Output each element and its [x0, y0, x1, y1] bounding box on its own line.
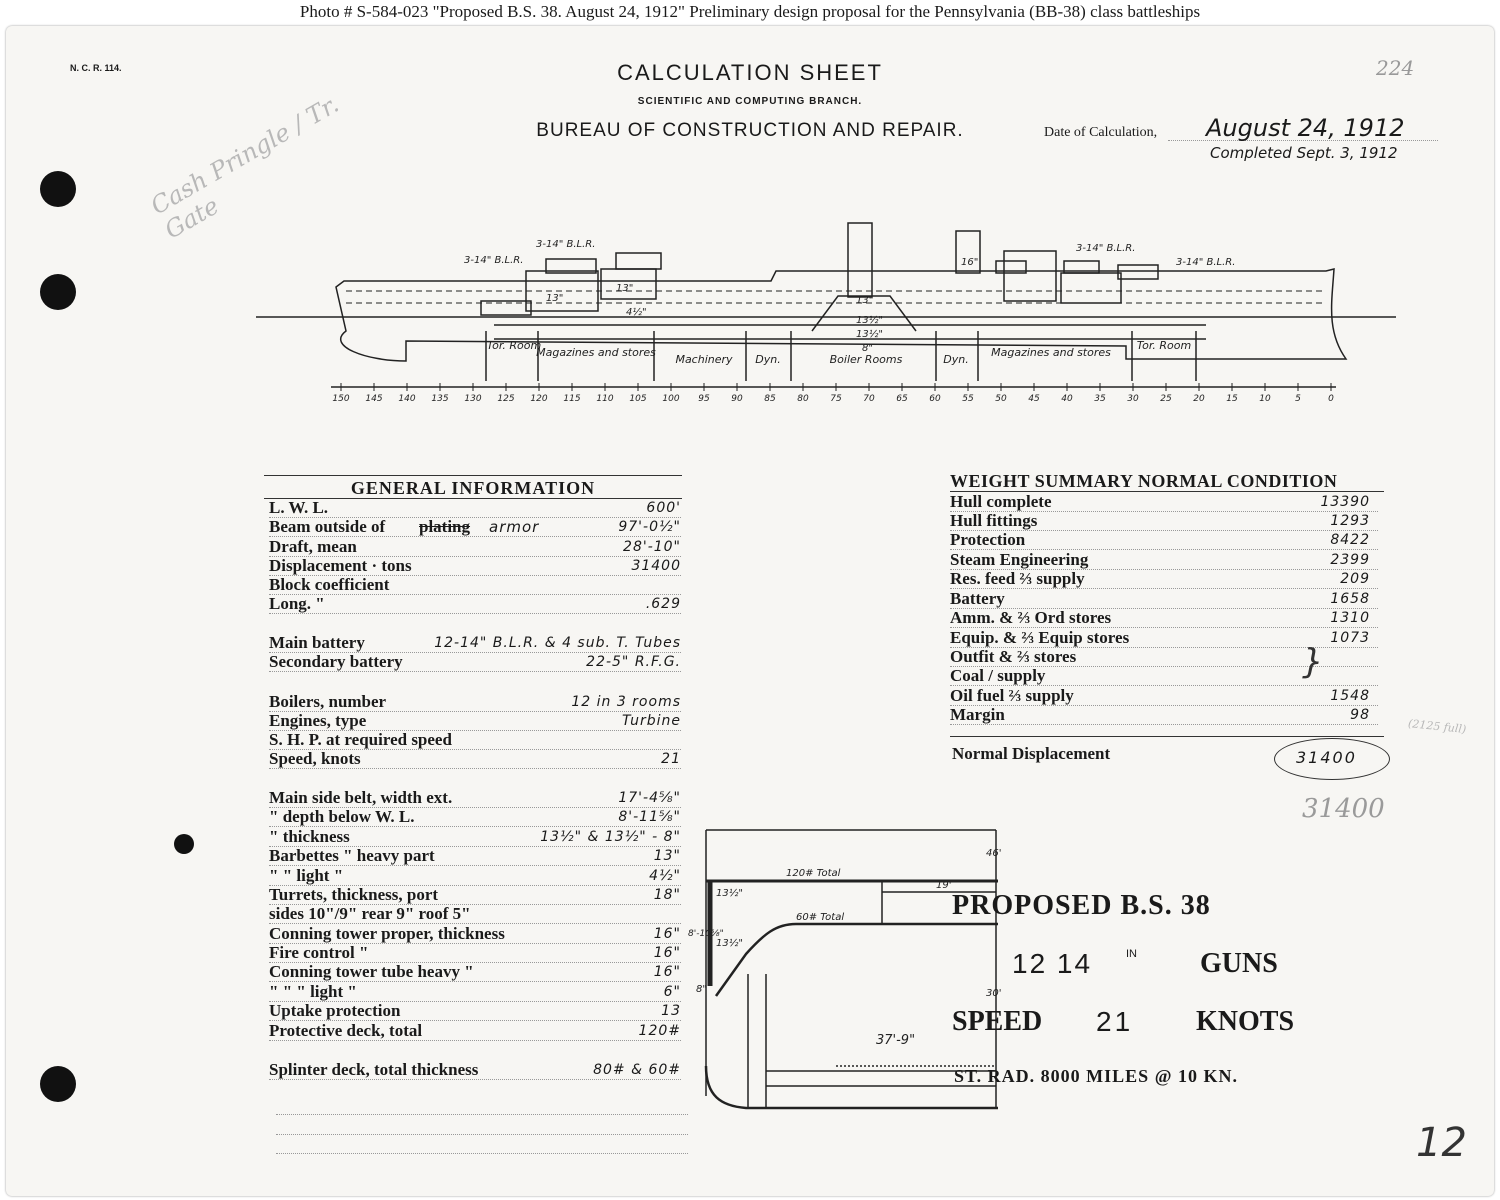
normal-displacement-value: 31400: [1296, 748, 1357, 767]
punch-hole: [40, 274, 76, 310]
general-row-value: 21: [661, 751, 681, 767]
general-heading: GENERAL INFORMATION: [350, 478, 596, 498]
general-row-label: S. H. P. at required speed: [269, 730, 452, 749]
punch-hole: [40, 1066, 76, 1102]
general-row-label: Conning tower tube heavy ": [269, 962, 474, 981]
weight-row-value: 1073: [1330, 630, 1370, 646]
brace-mark: }: [1302, 642, 1324, 682]
general-row-value: 600': [646, 500, 681, 516]
general-row-value: 120#: [638, 1023, 681, 1039]
general-row: [269, 1021, 681, 1041]
general-row-value: 8'-11⅝": [618, 809, 681, 825]
weight-row-label: Margin: [950, 705, 1005, 724]
scale-label: 105: [629, 394, 647, 404]
scale-label: 65: [896, 394, 908, 404]
scale-label: 35: [1094, 394, 1106, 404]
armor-label: 8": [862, 343, 873, 354]
scale-label: 115: [563, 394, 581, 404]
ship-profile-drawing: [256, 191, 1406, 411]
scale-label: 110: [596, 394, 614, 404]
general-row-label: sides 10"/9" rear 9" roof 5": [269, 904, 471, 923]
general-row: [269, 575, 681, 595]
weight-row: [950, 530, 1378, 550]
scale-label: 30: [1127, 394, 1139, 404]
general-row-label: " " " light ": [269, 982, 357, 1001]
general-row-label: Engines, type: [269, 711, 367, 730]
weight-total-rule: [950, 736, 1384, 737]
general-row: [269, 943, 681, 963]
general-row-value: 18": [653, 887, 681, 903]
stain-mark: [174, 834, 194, 854]
general-row-value: 80# & 60#: [593, 1062, 681, 1078]
blank-line: [276, 1113, 688, 1115]
weight-row: [950, 589, 1378, 609]
compartment-label: Boiler Rooms: [829, 353, 903, 366]
general-row: [269, 1001, 681, 1021]
steaming-radius: ST. RAD. 8000 MILES @ 10 KN.: [954, 1066, 1238, 1086]
scale-label: 5: [1295, 394, 1301, 404]
general-row: [269, 982, 681, 1002]
struck-word: plating: [419, 517, 471, 536]
general-row-label: " " light ": [269, 866, 344, 885]
general-row-label: Splinter deck, total thickness: [269, 1060, 479, 1079]
weight-row: [950, 492, 1378, 512]
weight-row-value: 1310: [1330, 610, 1370, 626]
general-row: [269, 807, 681, 827]
scale-label: 80: [797, 394, 809, 404]
general-row-label: Displacement · tons: [269, 556, 412, 575]
weight-row: [950, 608, 1378, 628]
scale-label: 125: [497, 394, 515, 404]
scale-label: 45: [1028, 394, 1040, 404]
dimension-label: 19': [936, 880, 952, 891]
general-row: [269, 692, 681, 712]
armor-label: 4½": [626, 307, 647, 318]
speed-label: SPEED: [952, 1006, 1043, 1037]
general-row: [269, 827, 681, 847]
general-row: [269, 711, 681, 731]
scale-label: 15: [1226, 394, 1238, 404]
general-row-value: 28'-10": [623, 539, 681, 555]
compartment-label: Tor. Room: [1136, 339, 1192, 352]
scale-label: 150: [332, 394, 350, 404]
proposal-title: PROPOSED B.S. 38: [952, 890, 1211, 921]
general-row-label: Long. ": [269, 594, 325, 613]
dimension-label: 30': [986, 988, 1002, 999]
general-row: [269, 517, 681, 537]
weight-row-value: 13390: [1320, 494, 1370, 510]
scale-label: 90: [731, 394, 743, 404]
armor-label: 13": [856, 295, 874, 306]
compartment-label: Magazines and stores: [536, 346, 656, 359]
weight-row-value: 2399: [1330, 552, 1370, 568]
general-row-value: 17'-4⅝": [618, 790, 681, 806]
photo-caption: Photo # S-584-023 "Proposed B.S. 38. August 24, 1912" Preliminary design proposal for the Pennsylvania (BB-38) class battleships: [299, 2, 1201, 21]
compartment-label: Magazines and stores: [991, 346, 1111, 359]
general-row: [269, 846, 681, 866]
weight-row-label: Equip. & ⅔ Equip stores: [950, 628, 1130, 647]
deck-label: 120# Total: [786, 868, 841, 879]
weight-row: [950, 550, 1378, 570]
scale-label: 120: [530, 394, 548, 404]
dimension-label: 37'-9": [876, 1033, 916, 1048]
sheet-title: CALCULATION SHEET: [617, 60, 883, 85]
compartment-label: Tor. Room: [486, 339, 542, 352]
belt-label: 13½": [716, 888, 744, 899]
general-row: [269, 904, 681, 924]
scale-label: 140: [398, 394, 416, 404]
weight-row-value: 8422: [1330, 532, 1370, 548]
sheet-number: 224: [1376, 56, 1415, 80]
scale-label: 145: [365, 394, 383, 404]
scale-label: 60: [929, 394, 941, 404]
guns-unit: IN: [1126, 948, 1137, 960]
margin-pencil-note: Cash Pringle / Tr. Gate: [146, 90, 344, 245]
armor-label: 13": [616, 283, 634, 294]
bureau-name: BUREAU OF CONSTRUCTION AND REPAIR.: [536, 120, 964, 141]
general-row: [269, 866, 681, 886]
general-row-label: Barbettes " heavy part: [269, 846, 435, 865]
general-row-value: Turbine: [621, 713, 681, 729]
general-row: [269, 885, 681, 905]
general-row-value: 12 in 3 rooms: [571, 694, 681, 710]
punch-hole: [40, 171, 76, 207]
general-row: [269, 749, 681, 769]
calculation-sheet: [6, 26, 1494, 1196]
form-number: N. C. R. 114.: [70, 63, 122, 73]
speed-value: 21: [1096, 1006, 1134, 1037]
turret-label: 3-14" B.L.R.: [1176, 257, 1236, 268]
general-row-label: Fire control ": [269, 943, 369, 962]
scale-label: 55: [962, 394, 974, 404]
general-row-label: Secondary battery: [269, 652, 403, 671]
belt-label: 13½": [716, 938, 744, 949]
weight-row-label: Hull fittings: [950, 511, 1038, 530]
weight-row-value: 98: [1350, 707, 1370, 723]
speed-unit: KNOTS: [1196, 1006, 1295, 1037]
weight-row-label: Coal / supply: [950, 666, 1046, 685]
general-row-label: Conning tower proper, thickness: [269, 924, 505, 943]
general-row: [269, 1060, 681, 1080]
weight-row: [950, 569, 1378, 589]
general-row-value: .629: [645, 596, 681, 612]
general-row-label: Beam outside of: [269, 517, 386, 536]
weight-row-value: 1293: [1330, 513, 1370, 529]
general-row-value: 31400: [631, 558, 681, 574]
deck-label: 60# Total: [796, 912, 845, 923]
weight-row: [950, 511, 1378, 531]
oil-full-note: (2125 full): [1407, 716, 1467, 737]
weight-row-value: 1548: [1330, 688, 1370, 704]
date-label: Date of Calculation,: [1044, 125, 1158, 140]
scale-label: 85: [764, 394, 776, 404]
compartment-label: Machinery: [675, 353, 733, 366]
general-row-label: L. W. L.: [269, 498, 329, 517]
date-value: August 24, 1912: [1206, 114, 1405, 142]
general-row-label: Block coefficient: [269, 575, 390, 594]
general-row-label: Main battery: [269, 633, 365, 652]
armor-label: 13½": [856, 329, 884, 340]
weight-row-label: Steam Engineering: [950, 550, 1089, 569]
general-row: [269, 652, 681, 672]
general-row-value: 22-5" R.F.G.: [586, 654, 681, 670]
blank-line: [276, 1152, 688, 1154]
weight-row-label: Outfit & ⅔ stores: [950, 647, 1077, 666]
turret-label: 3-14" B.L.R.: [464, 255, 524, 266]
scale-label: 75: [830, 394, 842, 404]
armor-label: 16": [961, 257, 979, 268]
guns-label: GUNS: [1200, 948, 1278, 979]
general-row-value: 13: [661, 1003, 681, 1019]
guns-count: 12 14: [1012, 948, 1093, 979]
scale-label: 95: [698, 394, 710, 404]
general-row: [269, 537, 681, 557]
scale-label: 135: [431, 394, 449, 404]
general-row-value: 16": [653, 945, 681, 961]
handwritten-correction: armor: [489, 518, 540, 536]
armor-label: 13": [546, 293, 564, 304]
general-row-value: 16": [653, 926, 681, 942]
general-row-label: " depth below W. L.: [269, 807, 415, 826]
weight-row-label: Res. feed ⅔ supply: [950, 569, 1085, 588]
weight-row-label: Hull complete: [950, 492, 1052, 511]
weight-row: [950, 686, 1378, 706]
weight-row-label: Oil fuel ⅔ supply: [950, 686, 1074, 705]
weight-row-label: Battery: [950, 589, 1005, 608]
general-row-label: " thickness: [269, 827, 350, 846]
scale-label: 100: [662, 394, 680, 404]
general-row-label: Speed, knots: [269, 749, 361, 768]
turret-label: 3-14" B.L.R.: [1076, 243, 1136, 254]
general-row-value: 4½": [649, 868, 681, 884]
completed-date: Completed Sept. 3, 1912: [1210, 144, 1398, 162]
weight-row-value: 209: [1340, 571, 1370, 587]
normal-displacement-label: Normal Displacement: [952, 744, 1111, 763]
weight-heading: WEIGHT SUMMARY NORMAL CONDITION: [950, 471, 1338, 491]
general-row-label: Boilers, number: [269, 692, 387, 711]
weight-row-label: Amm. & ⅔ Ord stores: [950, 608, 1112, 627]
general-row-value: 16": [653, 964, 681, 980]
general-row: [269, 633, 681, 653]
scale-label: 0: [1328, 394, 1334, 404]
general-row-value: 12-14" B.L.R. & 4 sub. T. Tubes: [434, 635, 681, 651]
pencil-total: 31400: [1302, 794, 1385, 824]
armor-label: 13½": [856, 315, 884, 326]
scale-label: 40: [1061, 394, 1073, 404]
general-row: [269, 924, 681, 944]
general-row: [269, 788, 681, 808]
general-row: [269, 498, 681, 518]
belt-label: 8": [696, 984, 707, 995]
general-row: [269, 962, 681, 982]
scale-label: 50: [995, 394, 1007, 404]
general-row-value: 13½" & 13½" - 8": [540, 829, 681, 845]
scale-label: 20: [1193, 394, 1205, 404]
turret-label: 3-14" B.L.R.: [536, 239, 596, 250]
general-row: [269, 594, 681, 614]
general-row-value: 97'-0½": [618, 519, 681, 535]
general-row: [269, 730, 681, 750]
scale-label: 70: [863, 394, 875, 404]
scale-label: 10: [1259, 394, 1271, 404]
general-row-value: 6": [663, 984, 681, 1000]
compartment-label: Dyn.: [943, 353, 969, 366]
weight-row: [950, 705, 1378, 725]
scale-label: 25: [1160, 394, 1172, 404]
branch-subtitle: SCIENTIFIC AND COMPUTING BRANCH.: [637, 96, 863, 107]
general-row: [269, 556, 681, 576]
blank-line: [276, 1133, 688, 1135]
general-row-label: Protective deck, total: [269, 1021, 423, 1040]
weight-row-label: Protection: [950, 530, 1026, 549]
dimension-label: 8'-10⅝": [688, 929, 724, 939]
general-row-value: 13": [653, 848, 681, 864]
compartment-label: Dyn.: [755, 353, 781, 366]
general-row-label: Draft, mean: [269, 537, 357, 556]
scale-label: 130: [464, 394, 482, 404]
dimension-label: 46': [986, 848, 1002, 859]
weight-row-value: 1658: [1330, 591, 1370, 607]
general-row-label: Turrets, thickness, port: [269, 885, 439, 904]
general-row-label: Uptake protection: [269, 1001, 401, 1020]
general-heading-rule: [264, 475, 682, 476]
page-mark: 12: [1416, 1120, 1467, 1166]
general-row-label: Main side belt, width ext.: [269, 788, 453, 807]
